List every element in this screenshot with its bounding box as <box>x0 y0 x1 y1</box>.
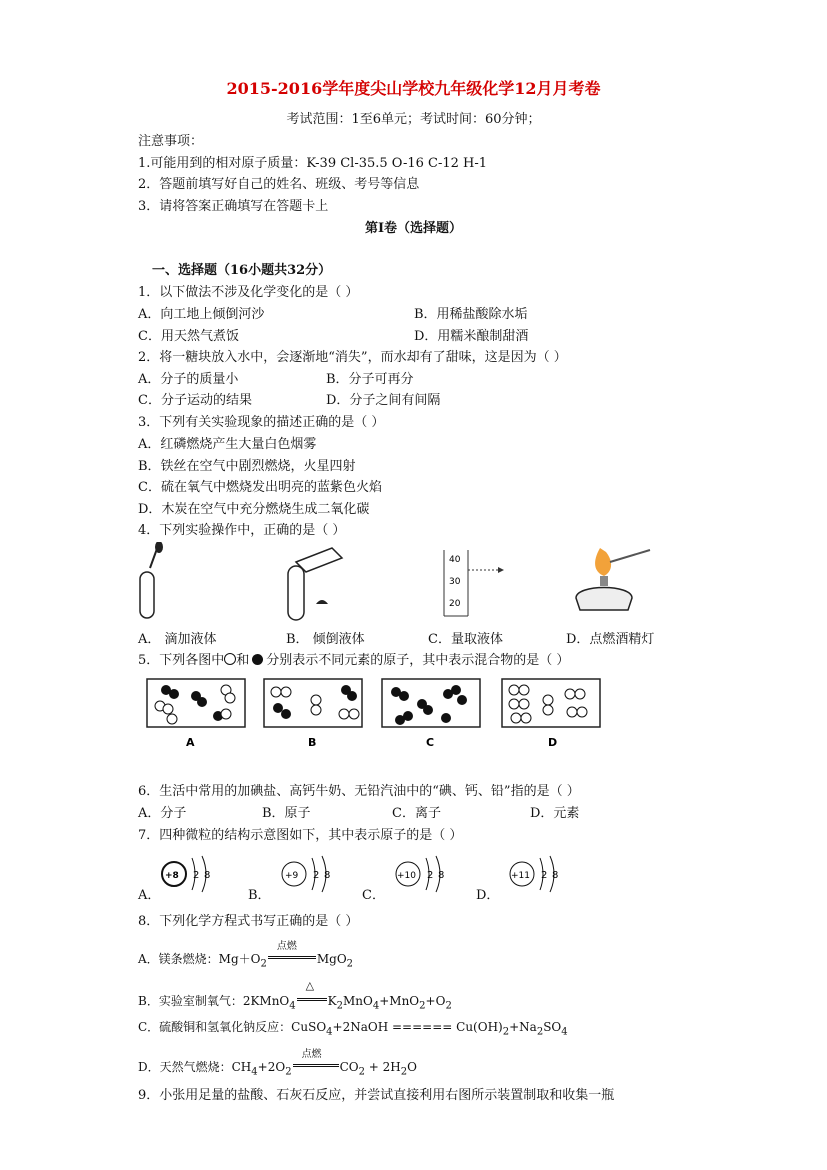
q8-c-sub4: 4 <box>561 1026 568 1038</box>
q6-option-b: B．原子 <box>262 806 311 821</box>
q8-b-text: B．实验室制氧气：2KMnO <box>138 994 290 1008</box>
q8-a-condition: 点燃 <box>276 941 297 952</box>
q8-d-m3: + 2H <box>364 1060 401 1074</box>
q1-option-d: D．用糯米酿制甜酒 <box>414 329 529 344</box>
atom-a-shell-2: 8 <box>204 870 211 881</box>
q2-stem: 2．将一糖块放入水中，会逐渐地“消失”，而水却有了甜味，这是因为（ ） <box>138 350 567 365</box>
q8-b-sub1: 4 <box>289 1000 296 1012</box>
q7-option-a: A． <box>138 888 161 903</box>
atom-diagram-d <box>506 852 570 894</box>
q6-option-c: C．离子 <box>392 806 441 821</box>
q8-option-c <box>138 1018 568 1037</box>
notes-heading: 注意事项： <box>138 134 204 149</box>
q8-a-sub: 2 <box>260 958 267 970</box>
q8-d-sub2: 2 <box>285 1066 292 1078</box>
q2-option-a: A．分子的质量小 <box>138 372 239 387</box>
q8-c-text: C．硫酸铜和氢氧化钠反应：CuSO <box>138 1020 327 1034</box>
section-title: 一、选择题（16小题共32分） <box>152 263 332 278</box>
atom-diagram-a <box>158 852 222 894</box>
open-circle-icon <box>224 653 236 665</box>
q5-label-b: B <box>308 736 317 749</box>
q7-option-c: C． <box>362 888 385 903</box>
q3-option-d: D．木炭在空气中充分燃烧生成二氧化碳 <box>138 502 370 517</box>
q3-option-b: B．铁丝在空气中剧烈燃烧，火星四射 <box>138 459 356 474</box>
q8-c-sub1: 4 <box>326 1026 333 1038</box>
q8-b-m4: +O <box>425 994 446 1008</box>
part-title: 第Ⅰ卷（选择题） <box>364 221 463 236</box>
atom-diagram-c <box>392 852 456 894</box>
q4-option-a: A． 滴加液体 <box>138 632 217 647</box>
alcohol-lamp-figure <box>566 544 656 620</box>
q5-label-a: A <box>186 736 195 749</box>
note-2: 2．答题前填写好自己的姓名、班级、考号等信息 <box>138 177 420 192</box>
atom-d-shell-2: 8 <box>552 870 559 881</box>
q5-stem-pre: 5．下列各图中 <box>138 653 225 668</box>
dropper-figure <box>134 542 174 622</box>
q2-option-c: C．分子运动的结果 <box>138 393 252 408</box>
q4-option-b: B． 倾倒液体 <box>286 632 365 647</box>
q8-d-condition: 点燃 <box>301 1049 322 1060</box>
q8-c-m2: +Na <box>509 1020 537 1034</box>
q8-c-m1: +2NaOH ====== Cu(OH) <box>332 1020 503 1034</box>
filled-circle-icon <box>252 654 263 665</box>
cylinder-tick-30: 30 <box>449 577 461 587</box>
q8-a-product: MgO <box>316 952 347 966</box>
q8-b-m3: +MnO <box>379 994 420 1008</box>
q4-option-c: C．量取液体 <box>428 632 503 647</box>
q8-a-text: A．镁条燃烧：Mg＋O <box>138 952 261 966</box>
q2-option-d: D．分子之间有间隔 <box>326 393 441 408</box>
cylinder-tick-40: 40 <box>449 555 461 565</box>
q8-b-sub4: 2 <box>419 1000 426 1012</box>
q5-label-d: D <box>548 736 558 749</box>
q8-d-m2: CO <box>339 1060 359 1074</box>
q8-option-d <box>138 1049 417 1078</box>
q7-option-d: D． <box>476 888 500 903</box>
q8-d-sub1: 4 <box>251 1066 258 1078</box>
q9-stem: 9．小张用足量的盐酸、石灰石反应，并尝试直接利用右图所示装置制取和收集一瓶 <box>138 1088 615 1103</box>
q6-stem: 6．生活中常用的加碘盐、高钙牛奶、无铅汽油中的“碘、钙、铅”指的是（ ） <box>138 784 580 799</box>
q4-stem: 4．下列实验操作中，正确的是（ ） <box>138 523 346 538</box>
q3-option-c: C．硫在氧气中燃烧发出明亮的蓝紫色火焰 <box>138 480 382 495</box>
q8-stem: 8．下列化学方程式书写正确的是（ ） <box>138 914 359 929</box>
q8-d-m4: O <box>407 1060 417 1074</box>
q3-option-a: A．红磷燃烧产生大量白色烟雾 <box>138 437 317 452</box>
pouring-figure <box>276 544 356 624</box>
atom-a-shell-1: 2 <box>193 870 200 881</box>
q8-c-sub2: 2 <box>502 1026 510 1038</box>
q8-b-condition: △ <box>305 979 315 992</box>
atom-d-shell-1: 2 <box>541 870 548 881</box>
exam-title: 2015-2016学年度尖山学校九年级化学12月月考卷 <box>226 79 601 98</box>
q2-option-b: B．分子可再分 <box>326 372 414 387</box>
q8-b-equals <box>297 979 327 1001</box>
q5-particle-boxes <box>146 678 606 750</box>
q8-d-equals <box>293 1049 339 1067</box>
atom-c-shell-1: 2 <box>427 870 434 881</box>
q4-option-d: D．点燃酒精灯 <box>566 632 655 647</box>
q8-d-sub4: 2 <box>400 1066 408 1078</box>
q1-stem: 1．以下做法不涉及化学变化的是（ ） <box>138 285 359 300</box>
q8-b-m1: K <box>327 994 337 1008</box>
q8-option-b <box>138 979 452 1012</box>
cylinder-figure <box>440 548 510 618</box>
atom-c-shell-2: 8 <box>438 870 445 881</box>
exam-subtitle: 考试范围：1至6单元；考试时间：60分钟； <box>286 112 541 127</box>
atom-b-shell-2: 8 <box>324 870 331 881</box>
q8-b-sub2: 2 <box>336 1000 343 1012</box>
q8-d-text: D．天然气燃烧：CH <box>138 1060 252 1074</box>
q1-option-b: B．用稀盐酸除水垢 <box>414 307 528 322</box>
q8-c-m3: SO <box>543 1020 562 1034</box>
note-1: 1.可能用到的相对原子质量：K-39 Cl-35.5 O-16 C-12 H-1 <box>138 156 488 171</box>
atom-c-nucleus: +10 <box>397 871 416 881</box>
q6-option-a: A．分子 <box>138 806 187 821</box>
q1-option-c: C．用天然气煮饭 <box>138 329 239 344</box>
q8-c-sub3: 2 <box>536 1026 544 1038</box>
atom-b-shell-1: 2 <box>313 870 320 881</box>
q5-stem <box>138 649 569 668</box>
q1-option-a: A．向工地上倾倒河沙 <box>138 307 265 322</box>
atom-b-nucleus: +9 <box>285 871 299 881</box>
q8-option-a <box>138 941 354 970</box>
atom-d-nucleus: +11 <box>511 871 530 881</box>
q8-b-m2: MnO <box>343 994 373 1008</box>
atom-a-nucleus: +8 <box>165 871 179 881</box>
q7-option-b: B． <box>248 888 271 903</box>
cylinder-tick-20: 20 <box>449 599 461 609</box>
q7-stem: 7．四种微粒的结构示意图如下，其中表示原子的是（ ） <box>138 828 463 843</box>
q3-stem: 3．下列有关实验现象的描述正确的是（ ） <box>138 415 385 430</box>
q8-b-sub3: 4 <box>372 1000 380 1012</box>
atom-diagram-b <box>278 852 342 894</box>
q8-d-sub3: 2 <box>358 1066 365 1078</box>
note-3: 3．请将答案正确填写在答题卡上 <box>138 199 329 214</box>
q8-b-sub5: 2 <box>445 1000 452 1012</box>
q8-a-equals <box>268 941 316 959</box>
q8-d-m1: +2O <box>257 1060 286 1074</box>
q5-label-c: C <box>426 736 435 749</box>
q5-stem-mid: 和 <box>236 653 250 668</box>
q6-option-d: D．元素 <box>530 806 580 821</box>
q5-stem-post: 分别表示不同元素的原子，其中表示混合物的是（ ） <box>266 653 570 668</box>
q8-a-product-sub: 2 <box>346 958 354 970</box>
